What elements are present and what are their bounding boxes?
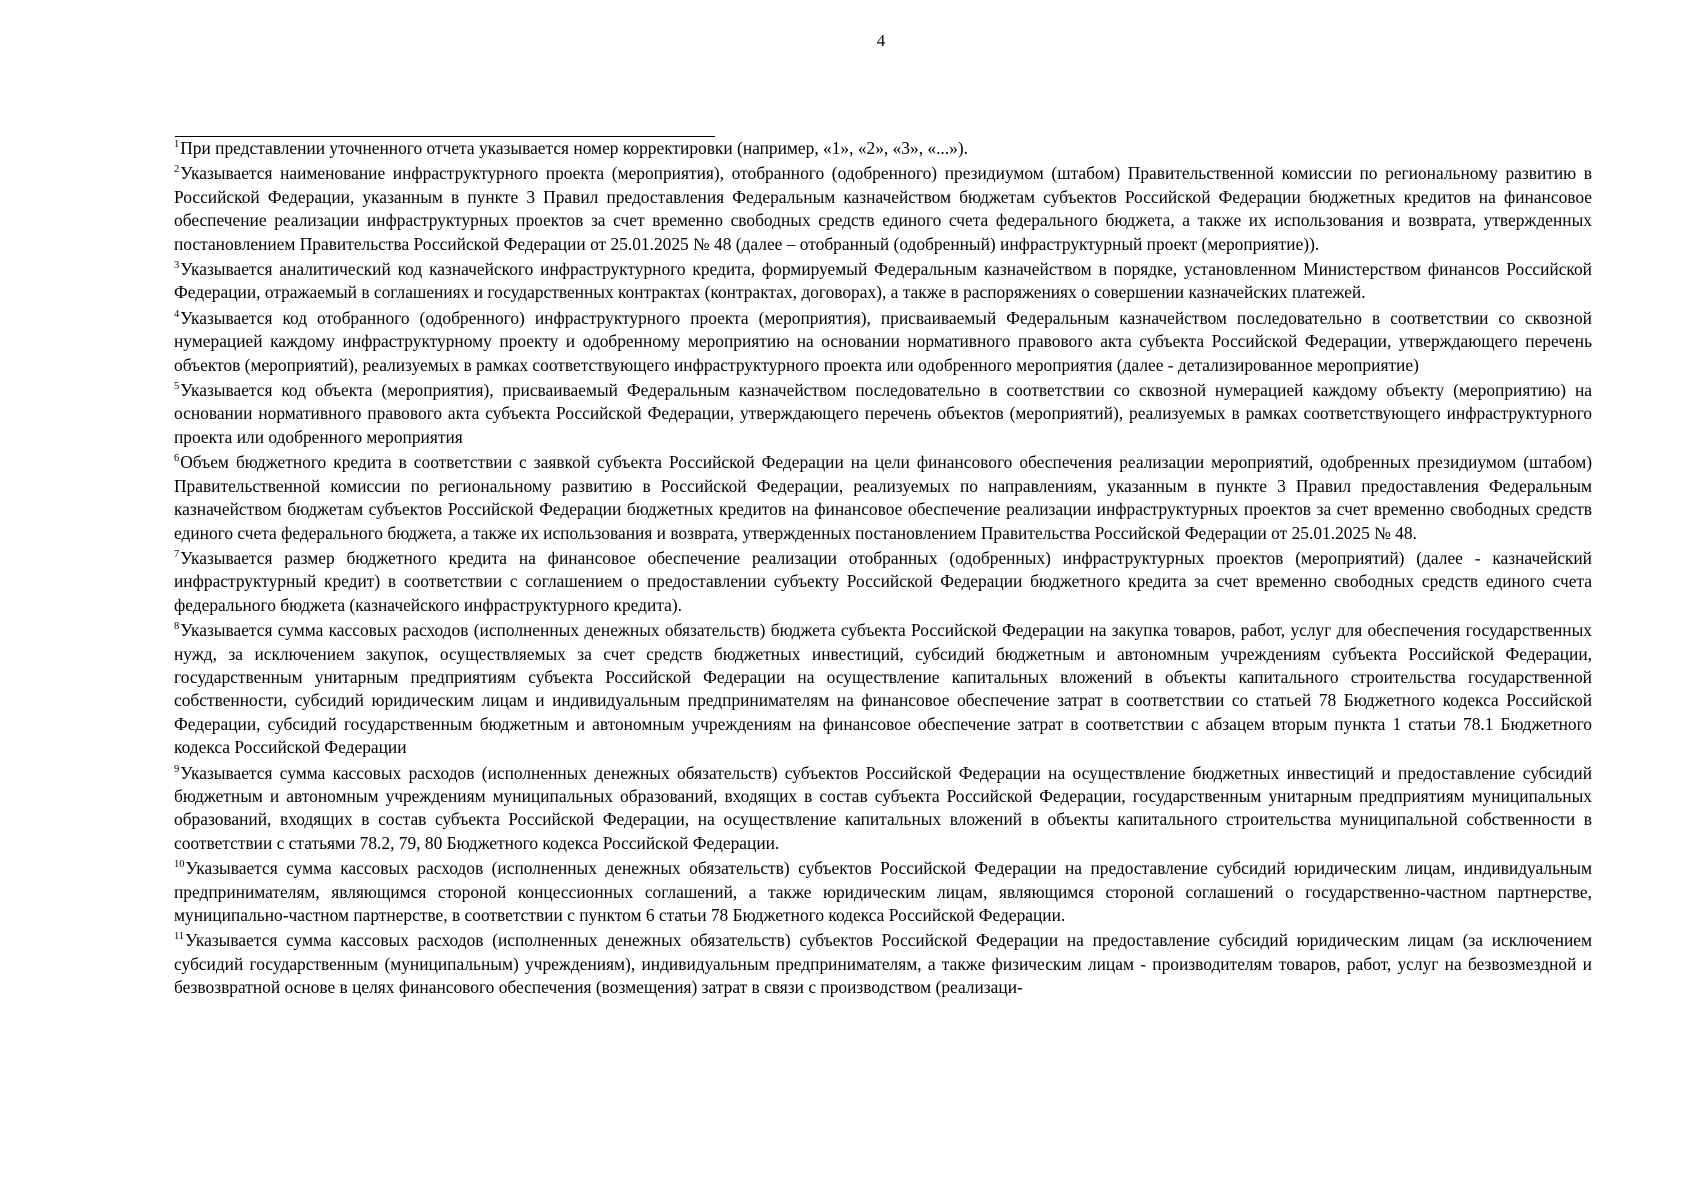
footnote-text: Указывается сумма кассовых расходов (исполненных денежных обязательств) бюджета субъекта Российской Федерации на закупка товаров, работ, услуг для обеспечения государственных нужд, за исключением закупок, осуществляемых за счет средств бюджетных инвестиций, субсидий бюджетным и автономным учреждениям субъекта Российской Федерации, государственным унитарным предприятиям субъекта Российской Федерации на осуществление капитальных вложений в объекты капитального строительства государственной собственности, субсидий юридическим лицам и индивидуальным предпринимателям на финансовое обеспечение затрат в соответствии со статьей 78 Бюджетного кодекса Российской Федерации, субсидий государственным бюджетным и автономным учреждениям на финансовое обеспечение затрат в соответствии с абзацем вторым пункта 1 статьи 78.1 Бюджетного кодекса Российской Федерации [174,620,1592,758]
footnote-10 [174,857,1592,927]
footnote-5 [174,379,1592,449]
footnote-6 [174,451,1592,545]
footnote-9 [174,762,1592,856]
footnote-text: Указывается сумма кассовых расходов (исполненных денежных обязательств) субъектов Российской Федерации на осуществление бюджетных инвестиций и предоставление субсидий бюджетным и автономным учреждениям муниципальных образований, входящих в состав субъекта Российской Федерации, государственным унитарным предприятиям муниципальных образований, входящих в состав субъекта Российской Федерации, на осуществление капитальных вложений в объекты капитального строительства муниципальной собственности в соответствии с статьями 78.2, 79, 80 Бюджетного кодекса Российской Федерации. [174,762,1592,853]
page-number: 4 [876,31,886,50]
footnotes [174,137,1592,1002]
footnote-marker: 2 [174,164,180,176]
footnote-7 [174,547,1592,617]
footnote-text: Указывается размер бюджетного кредита на финансовое обеспечение реализации отобранных (одобренных) инфраструктурных проектов (мероприятий) (далее - казначейский инфраструктурный кредит) в соответствии с соглашением о предоставлении субъекту Российской Федерации бюджетного кредита за счет временно свободных средств единого счета федерального бюджета (казначейского инфраструктурного кредита). [174,547,1592,615]
footnote-11 [174,929,1592,999]
footnote-marker: 4 [174,308,180,320]
footnote-text: Объем бюджетного кредита в соответствии с заявкой субъекта Российской Федерации на цели финансового обеспечения реализации мероприятий, одобренных президиумом (штабом) Правительственной комиссии по региональному развитию в Российской Федерации, реализуемых по направлениям, указанным в пункте 3 Правил предоставления Федеральным казначейством бюджетам субъектов Российской Федерации бюджетных кредитов на финансовое обеспечение реализации инфраструктурных проектов за счет временно свободных средств единого счета федерального бюджета, а также их использования и возврата, утвержденных постановлением Правительства Российской Федерации от 25.01.2025 № 48. [174,452,1592,543]
footnote-marker: 9 [174,763,180,775]
footnote-2 [174,162,1592,256]
footnote-text: Указывается сумма кассовых расходов (исполненных денежных обязательств) субъектов Российской Федерации на предоставление субсидий юридическим лицам, индивидуальным предпринимателям, являющимся стороной концессионных соглашений, а также юридическим лицам, являющимся стороной соглашений о государственно-частном партнерстве, муниципально-частном партнерстве, в соответствии с пунктом 6 статьи 78 Бюджетного кодекса Российской Федерации. [174,858,1592,925]
footnote-text: Указывается наименование инфраструктурного проекта (мероприятия), отобранного (одобренного) президиумом (штабом) Правительственной комиссии по региональному развитию в Российской Федерации, указанным в пункте 3 Правил предоставления Федеральным казначейством бюджетам субъектов Российской Федерации бюджетных кредитов на финансовое обеспечение реализации инфраструктурных проектов за счет временно свободных средств единого счета федерального бюджета, а также их использования и возврата, утвержденных постановлением Правительства Российской Федерации от 25.01.2025 № 48 (далее – отобранный (одобренный) инфраструктурный проект (мероприятие)). [174,163,1592,254]
footnote-marker: 5 [174,381,180,393]
footnote-8 [174,619,1592,759]
footnote-4 [174,307,1592,377]
footnote-marker: 10 [174,859,185,871]
footnote-marker: 6 [174,453,180,465]
footnote-marker: 11 [174,931,185,943]
footnote-1 [174,137,1592,160]
footnote-text: Указывается сумма кассовых расходов (исполненных денежных обязательств) субъектов Российской Федерации на предоставление субсидий юридическим лицам (за исключением субсидий государственным (муниципальным) учреждениям), индивидуальным предпринимателям, а также физическим лицам - производителям товаров, работ, услуг на безвозмездной и безвозвратной основе в целях финансового обеспечения (возмещения) затрат в связи с производством (реализаци- [174,930,1592,998]
footnote-text: При представлении уточненного отчета указывается номер корректировки (например, «1», «2», «3», «...»). [180,138,968,158]
footnote-3 [174,258,1592,305]
footnote-text: Указывается код отобранного (одобренного) инфраструктурного проекта (мероприятия), присваиваемый Федеральным казначейством последовательно в соответствии со сквозной нумерацией каждому инфраструктурному проекту и одобренному мероприятию на основании нормативного правового акта субъекта Российской Федерации, утверждающего перечень объектов (мероприятий), реализуемых в рамках соответствующего инфраструктурного проекта или одобренного мероприятия (далее - детализированное мероприятие) [174,307,1592,375]
footnote-text: Указывается код объекта (мероприятия), присваиваемый Федеральным казначейством последовательно в соответствии со сквозной нумерацией каждому объекту (мероприятию) на основании нормативного правового акта субъекта Российской Федерации, утверждающего перечень объектов (мероприятий), реализуемых в рамках соответствующего инфраструктурного проекта или одобренного мероприятия [174,380,1592,447]
footnote-marker: 3 [174,260,180,272]
footnote-text: Указывается аналитический код казначейского инфраструктурного кредита, формируемый Федеральным казначейством в порядке, установленном Министерством финансов Российской Федерации, отражаемый в соглашениях и государственных контрактах (контрактах, договорах), а также в распоряжениях о совершении казначейских платежей. [174,259,1592,303]
footnote-marker: 7 [174,548,180,560]
footnote-marker: 1 [174,139,180,150]
footnote-marker: 8 [174,621,180,633]
